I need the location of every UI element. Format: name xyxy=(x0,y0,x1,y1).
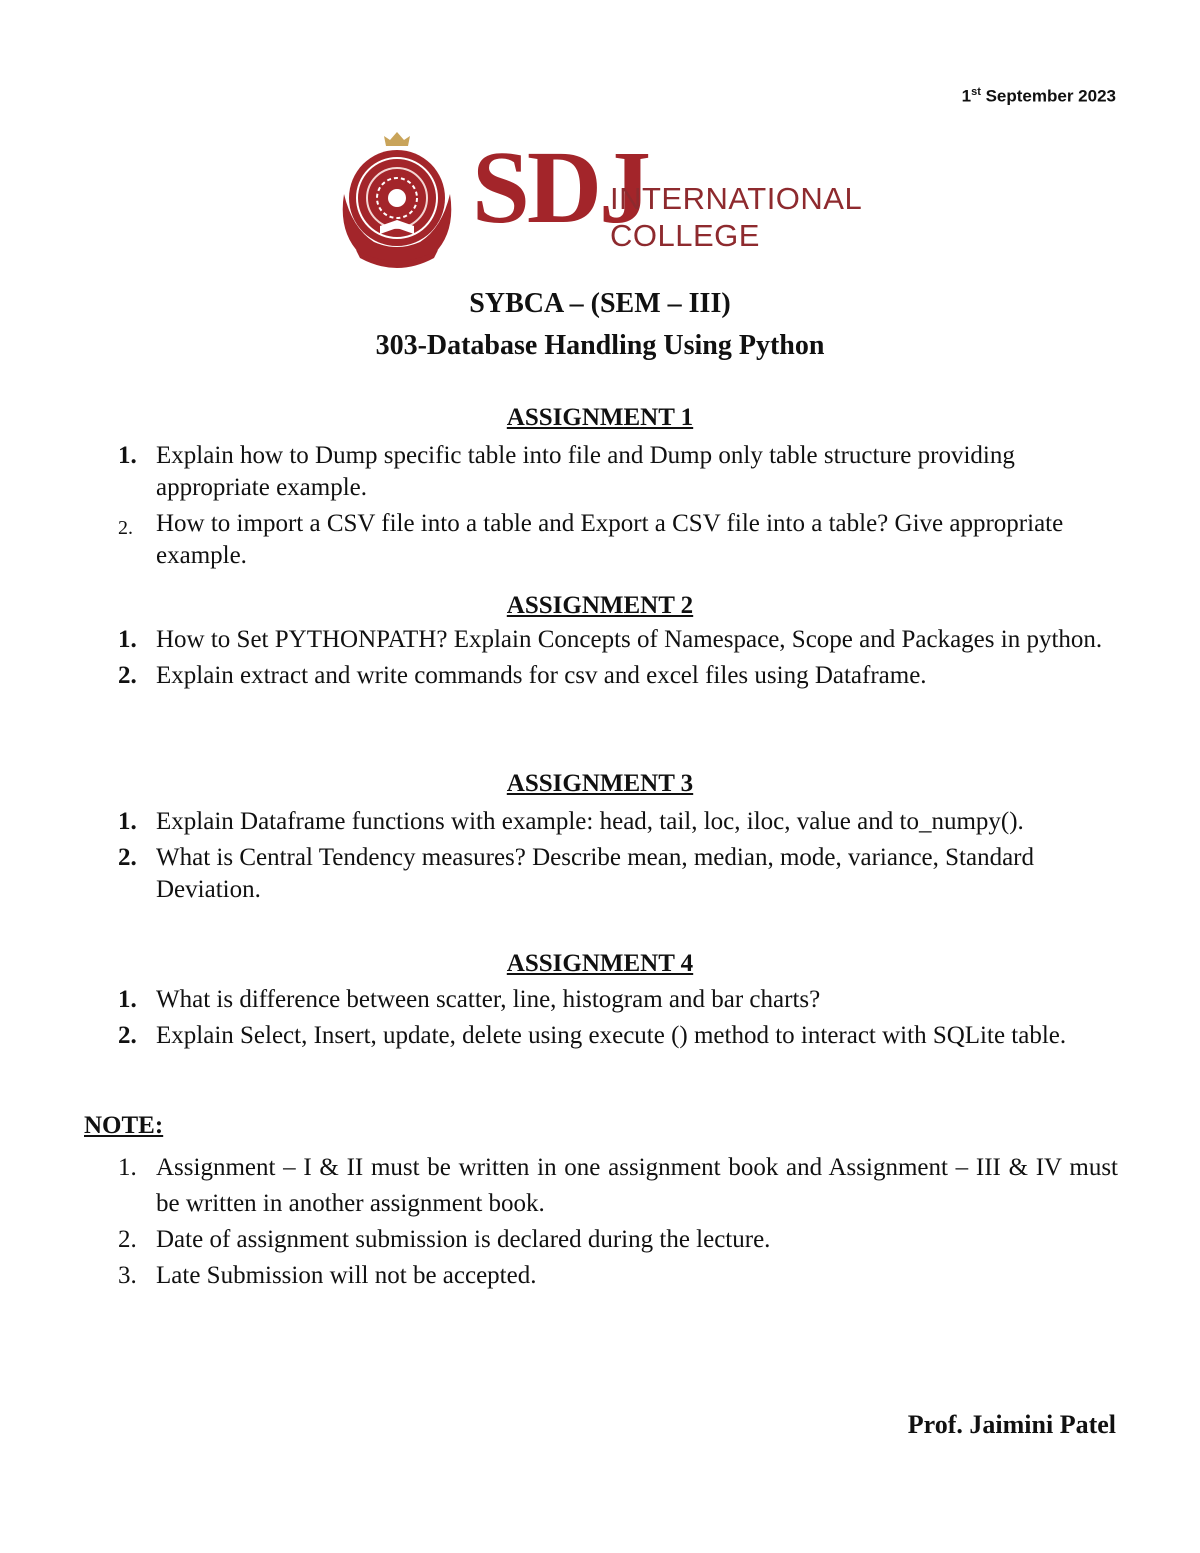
note-item: 1. Assignment – I & II must be written in one assignment book and Assignment – III & IV must be written in another assignment book. xyxy=(118,1154,1118,1217)
question-item: 2. How to import a CSV file into a table and Export a CSV file into a table? Give appropriate example. xyxy=(118,510,1064,569)
logo-monogram: SDJ xyxy=(472,130,648,245)
question-item: 2. Explain extract and write commands for csv and excel files using Dataframe. xyxy=(118,662,927,689)
question-item: 1. Explain Dataframe functions with example: head, tail, loc, iloc, value and to_numpy(). xyxy=(118,808,1024,835)
question-item: 1. Explain how to Dump specific table into file and Dump only table structure providing appropriate example. xyxy=(118,442,1015,501)
assignment-2-title: ASSIGNMENT 2 xyxy=(506,592,694,619)
document-date: 1st September 2023 xyxy=(961,86,1116,106)
assignment-2-questions xyxy=(118,624,1128,696)
note-item: 2. Date of assignment submission is declared during the lecture. xyxy=(118,1226,771,1253)
professor-signature: Prof. Jaimini Patel xyxy=(907,1410,1116,1439)
assignment-4-title: ASSIGNMENT 4 xyxy=(506,950,694,977)
assignment-3-questions xyxy=(118,806,1128,910)
assignment-1-title: ASSIGNMENT 1 xyxy=(506,404,694,431)
assignment-4-questions xyxy=(118,984,1128,1056)
course-title: SYBCA – (SEM – III) xyxy=(469,288,731,319)
question-item: 1. How to Set PYTHONPATH? Explain Concepts of Namespace, Scope and Packages in python. xyxy=(118,626,1103,653)
note-list xyxy=(118,1150,1118,1294)
note-item: 3. Late Submission will not be accepted. xyxy=(118,1262,537,1289)
assignment-1-questions xyxy=(118,440,1128,576)
college-logo xyxy=(334,132,874,272)
subject-title: 303-Database Handling Using Python xyxy=(375,330,825,361)
assignment-3-title: ASSIGNMENT 3 xyxy=(506,770,694,797)
note-heading: NOTE: xyxy=(84,1112,164,1139)
question-item: 2. What is Central Tendency measures? Describe mean, median, mode, variance, Standard Deviation. xyxy=(118,844,1035,903)
question-item: 2. Explain Select, Insert, update, delete using execute () method to interact with SQLite table. xyxy=(118,1022,1067,1049)
logo-college-name: INTERNATIONAL COLLEGE xyxy=(610,181,863,253)
question-item: 1. What is difference between scatter, line, histogram and bar charts? xyxy=(118,986,821,1013)
college-emblem-icon xyxy=(334,132,460,272)
